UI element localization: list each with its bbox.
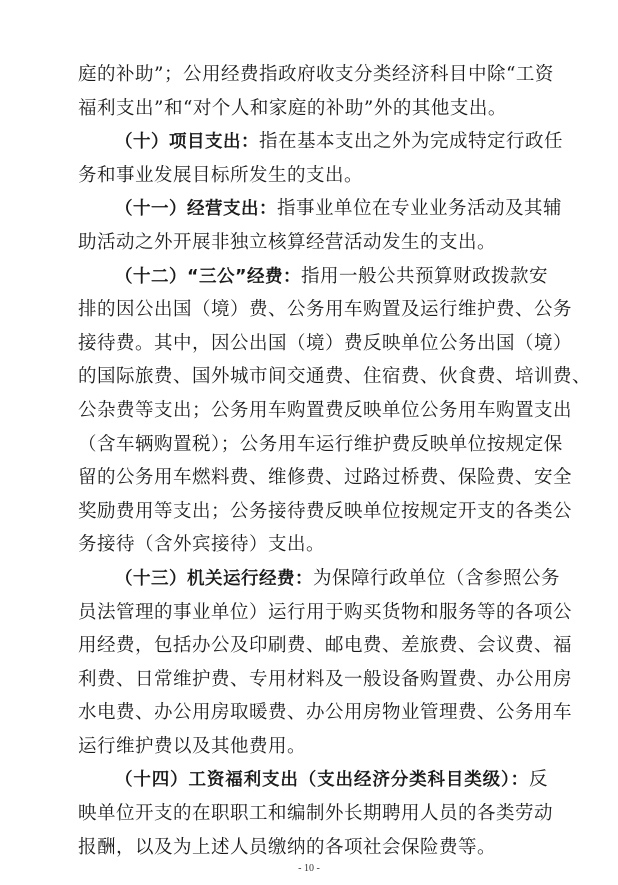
section-heading-line <box>78 125 564 159</box>
section-text: 指在基本支出之外为完成特定行政任 <box>259 131 564 153</box>
text-line: 务和事业发展目标所发生的支出。 <box>78 164 364 186</box>
text-line: 奖励费用等支出；公务接待费反映单位按规定开支的各类公 <box>78 500 573 522</box>
page-number: - 10 - <box>298 863 320 874</box>
section-term: （十三）机关运行经费： <box>115 568 313 589</box>
section-term: （十四）工资福利支出（支出经济分类科目类级）： <box>115 770 529 791</box>
text-line: 排的因公出国（境）费、公务用车购置及运行维护费、公务 <box>78 299 573 321</box>
section-text: 指事业单位在专业业务活动及其辅 <box>277 198 563 220</box>
section-term: （十）项目支出： <box>115 132 259 153</box>
text-line: 映单位开支的在职职工和编制外长期聘用人员的各类劳动 <box>78 803 554 825</box>
text-line: 用经费，包括办公及印刷费、邮电费、差旅费、会议费、福 <box>78 635 573 657</box>
text-line: 庭的补助”；公用经费指政府收支分类经济科目中除“工资 <box>78 64 554 85</box>
text-line: 水电费、办公用房取暖费、办公用房物业管理费、公务用车 <box>78 702 573 724</box>
text-line: 运行维护费以及其他费用。 <box>78 735 307 757</box>
section-heading-line <box>78 260 548 294</box>
text-line: 接待费。其中，因公出国（境）费反映单位公务出国（境） <box>78 332 573 354</box>
section-heading-line <box>78 562 561 596</box>
text-line: 利费、日常维护费、专用材料及一般设备购置费、办公用房 <box>78 668 573 690</box>
section-heading-line <box>78 763 548 797</box>
text-line: 的国际旅费、国外城市间交通费、住宿费、伙食费、培训费、 <box>78 366 592 388</box>
section-term: （十二）“三公”经费： <box>115 266 302 287</box>
section-text: 为保障行政单位（含参照公务 <box>313 567 561 589</box>
document-body <box>78 58 592 864</box>
text-line: 公杂费等支出；公务用车购置费反映单位公务用车购置支出 <box>78 399 573 421</box>
text-line: 留的公务用车燃料费、维修费、过路过桥费、保险费、安全 <box>78 467 573 489</box>
section-text: 反 <box>528 769 548 791</box>
text-line: 福利支出”和“对个人和家庭的补助”外的其他支出。 <box>78 97 507 119</box>
section-term: （十一）经营支出： <box>115 199 277 220</box>
text-line: 报酬，以及为上述人员缴纳的各项社会保险费等。 <box>78 836 497 858</box>
text-line: 员法管理的事业单位）运行用于购买货物和服务等的各项公 <box>78 601 573 623</box>
text-line: 务接待（含外宾接待）支出。 <box>78 534 326 556</box>
text-line: （含车辆购置税）；公务用车运行维护费反映单位按规定保 <box>78 433 563 455</box>
text-line: 助活动之外开展非独立核算经营活动发生的支出。 <box>78 231 497 253</box>
section-heading-line <box>78 192 563 226</box>
section-text: 指用一般公共预算财政拨款安 <box>301 265 549 287</box>
